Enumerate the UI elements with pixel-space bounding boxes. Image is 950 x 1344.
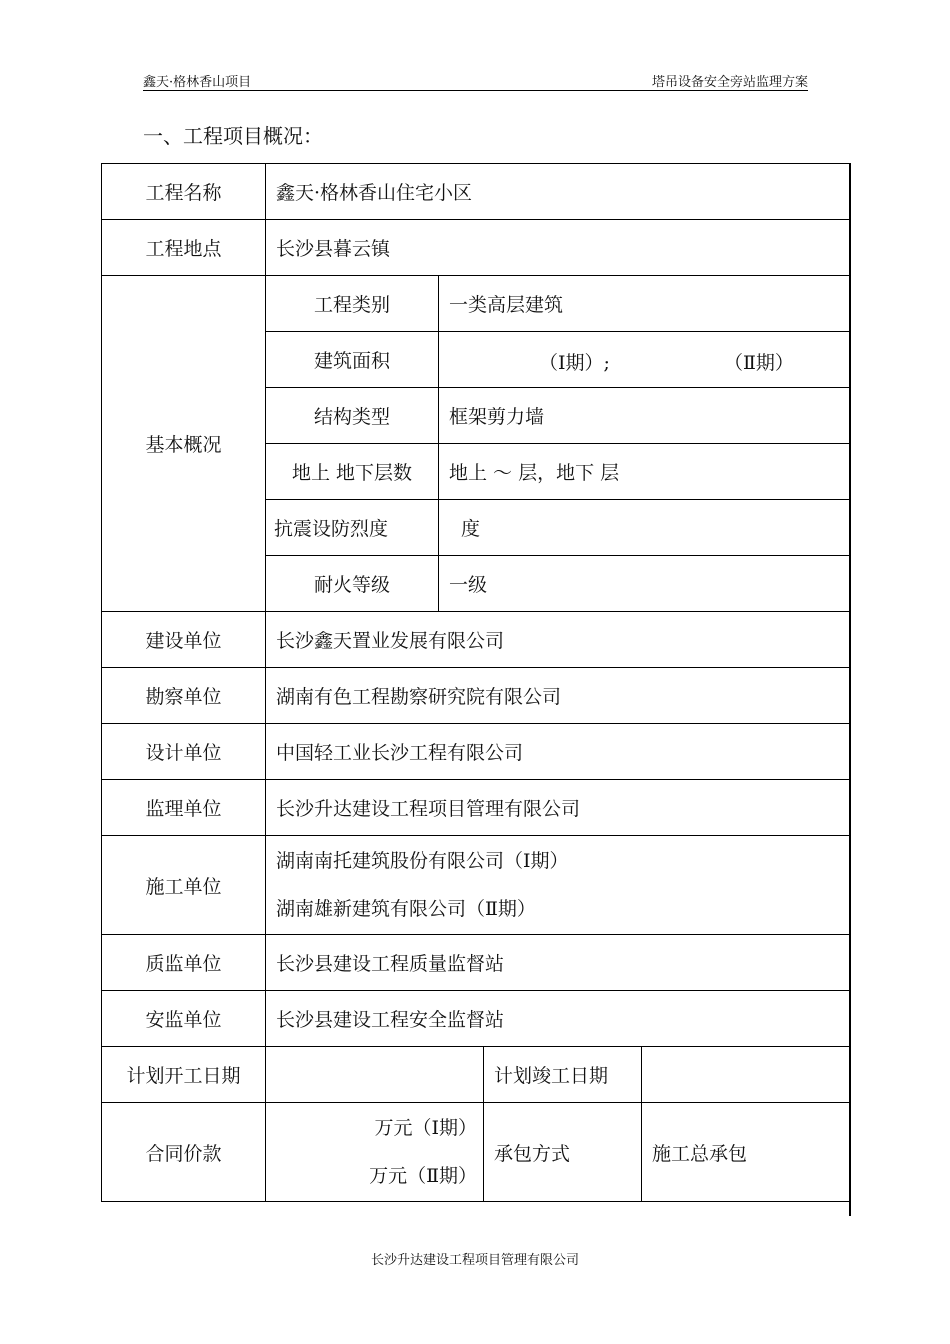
contractor-value [266, 836, 851, 935]
area-label: 建筑面积 [266, 332, 439, 388]
end-date-value [642, 1047, 851, 1103]
area-phase1: （Ⅰ期）; [539, 351, 610, 374]
fire-value: 一级 [439, 556, 851, 612]
location-label: 工程地点 [102, 220, 266, 276]
floors-label: 地上 地下层数 [266, 444, 439, 500]
page-header [143, 68, 808, 91]
table-row [102, 935, 851, 991]
supervision-value: 长沙升达建设工程项目管理有限公司 [266, 780, 851, 836]
page-footer: 长沙升达建设工程项目管理有限公司 [370, 1253, 579, 1268]
table-row [102, 276, 851, 332]
table-row [102, 668, 851, 724]
price-label: 合同价款 [102, 1103, 266, 1202]
end-date-label: 计划竣工日期 [484, 1047, 642, 1103]
category-value: 一类高层建筑 [439, 276, 851, 332]
price-phase1: 万元（Ⅰ期） [374, 1117, 477, 1139]
table-row [102, 612, 851, 668]
table-row [102, 1047, 851, 1103]
table-row [102, 724, 851, 780]
category-label: 工程类别 [266, 276, 439, 332]
price-value [266, 1103, 484, 1202]
location-value: 长沙县暮云镇 [266, 220, 851, 276]
contract-mode-value: 施工总承包 [642, 1103, 851, 1202]
header-project: 鑫天·格林香山项目 [143, 75, 252, 90]
price-phase2: 万元（Ⅱ期） [369, 1165, 477, 1187]
basic-overview-label: 基本概况 [102, 276, 266, 612]
start-date-value [266, 1047, 484, 1103]
header-doc-title: 塔吊设备安全旁站监理方案 [651, 75, 808, 90]
survey-value: 湖南有色工程勘察研究院有限公司 [266, 668, 851, 724]
section-title: 一、工程项目概况： [143, 124, 323, 148]
quality-value: 长沙县建设工程质量监督站 [266, 935, 851, 991]
fire-label: 耐火等级 [266, 556, 439, 612]
area-phase2: （Ⅱ期） [724, 351, 794, 374]
project-name-label: 工程名称 [102, 164, 266, 220]
safety-value: 长沙县建设工程安全监督站 [266, 991, 851, 1047]
contract-mode-label: 承包方式 [484, 1103, 642, 1202]
design-value: 中国轻工业长沙工程有限公司 [266, 724, 851, 780]
table-row [102, 991, 851, 1047]
survey-label: 勘察单位 [102, 668, 266, 724]
contractor-phase1: 湖南南托建筑股份有限公司（Ⅰ期） [276, 850, 569, 872]
table-right-border [849, 163, 851, 1216]
area-value [439, 332, 851, 388]
supervision-label: 监理单位 [102, 780, 266, 836]
seismic-label: 抗震设防烈度 [266, 500, 439, 556]
table-row [102, 164, 851, 220]
quality-label: 质监单位 [102, 935, 266, 991]
seismic-value: 度 [439, 500, 851, 556]
table-row [102, 836, 851, 935]
owner-value: 长沙鑫天置业发展有限公司 [266, 612, 851, 668]
contractor-label: 施工单位 [102, 836, 266, 935]
safety-label: 安监单位 [102, 991, 266, 1047]
design-label: 设计单位 [102, 724, 266, 780]
table-row [102, 1103, 851, 1202]
table-row [102, 220, 851, 276]
start-date-label: 计划开工日期 [102, 1047, 266, 1103]
project-name-value: 鑫天·格林香山住宅小区 [266, 164, 851, 220]
project-overview-table [101, 163, 851, 1202]
floors-value: 地上 ～ 层，地下 层 [439, 444, 851, 500]
structure-label: 结构类型 [266, 388, 439, 444]
structure-value: 框架剪力墙 [439, 388, 851, 444]
contractor-phase2: 湖南雄新建筑有限公司（Ⅱ期） [276, 898, 536, 920]
table-row [102, 780, 851, 836]
owner-label: 建设单位 [102, 612, 266, 668]
